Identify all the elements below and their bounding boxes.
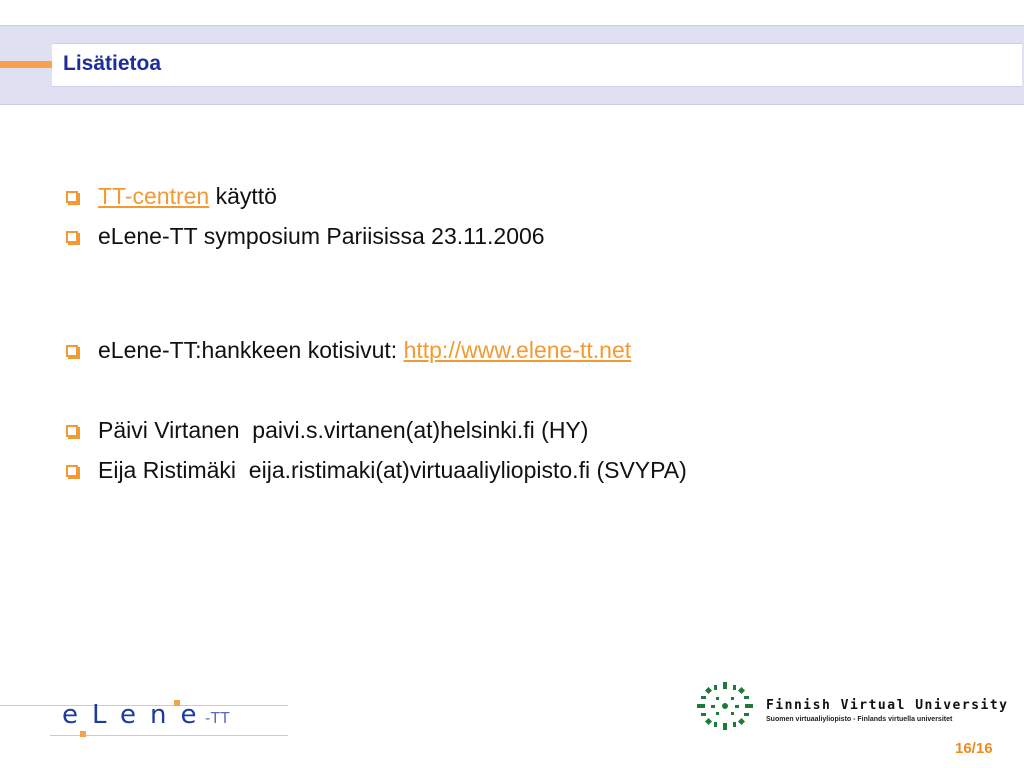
checkbox-bullet-icon <box>66 231 78 243</box>
elene-logo-suffix: -TT <box>205 710 230 727</box>
checkbox-bullet-icon <box>66 345 78 357</box>
bullet-text: eLene-TT:hankkeen kotisivut: <box>98 337 404 363</box>
bullet-text: eLene-TT symposium Pariisissa 23.11.2006 <box>98 223 545 249</box>
bullet-item-symposium <box>66 223 545 250</box>
checkbox-bullet-icon <box>66 425 78 437</box>
checkbox-bullet-icon <box>66 465 78 477</box>
bullet-text: käyttö <box>209 183 277 209</box>
title-accent-bar <box>0 61 52 68</box>
logo-dot-icon <box>80 731 86 737</box>
checkbox-bullet-icon <box>66 191 78 203</box>
elene-logo: eLene <box>62 700 211 730</box>
fvu-title: Finnish Virtual University <box>766 698 1009 713</box>
bullet-item-tt-centren <box>66 183 277 210</box>
page-number: 16/16 <box>955 740 993 757</box>
bullet-item-homepage <box>66 337 631 364</box>
bullet-item-contact-ristimaki <box>66 457 687 484</box>
title-box <box>52 43 1022 87</box>
slide-title: Lisätietoa <box>63 52 162 75</box>
fvu-logo-icon <box>694 680 756 732</box>
bullet-text: Eija Ristimäki eija.ristimaki(at)virtuaaliyliopisto.fi (SVYPA) <box>98 457 687 483</box>
bullet-text: Päivi Virtanen paivi.s.virtanen(at)helsinki.fi (HY) <box>98 417 589 443</box>
homepage-link[interactable]: http://www.elene-tt.net <box>403 337 632 363</box>
fvu-subtitle: Suomen virtuaaliyliopisto - Finlands virtuella universitet <box>766 716 953 723</box>
bullet-item-contact-virtanen <box>66 417 588 444</box>
tt-centren-link[interactable]: TT-centren <box>98 183 210 209</box>
